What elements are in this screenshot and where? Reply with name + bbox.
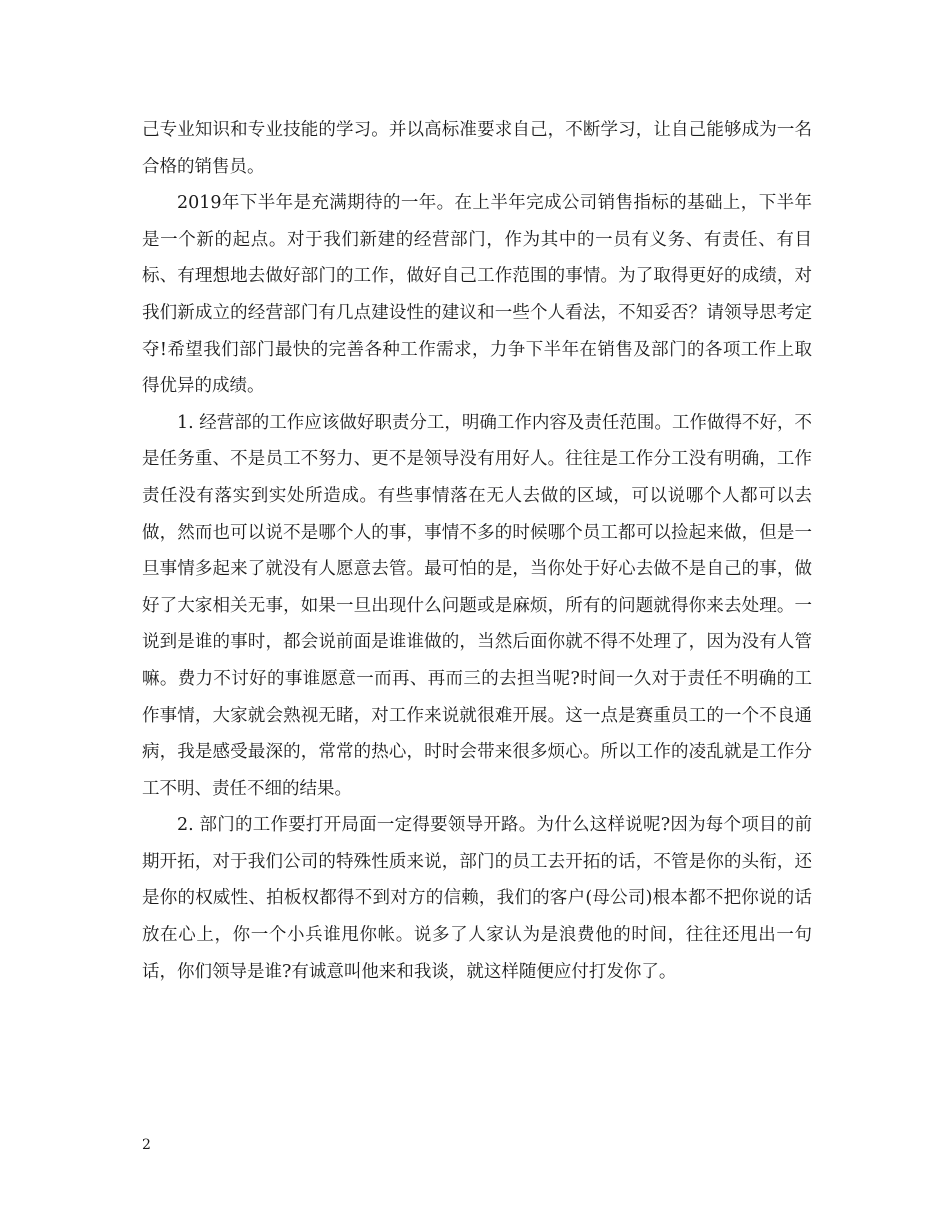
paragraph-continuation: 己专业知识和专业技能的学习。并以高标准要求自己，不断学习，让自己能够成为一名合格的销售员。 — [142, 120, 812, 177]
paragraph-point-1: 1. 经营部的工作应该做好职责分工，明确工作内容及责任范围。工作做得不好，不是任务重、不是员工不努力、更不是领导没有用好人。往往是工作分工没有明确，工作责任没有落实到实处所造成。有些事情落在无人去做的区域，可以说哪个人都可以去做，然而也可以说不是哪个人的事，事情不多的时候哪个员工都可以捡起来做，但是一旦事情多起来了就没有人愿意去管。最可怕的是，当你处于好心去做不是自己的事，做好了大家相关无事，如果一旦出现什么问题或是麻烦，所有的问题就得你来去处理。一说到是谁的事时，都会说前面是谁谁做的，当然后面你就不得不处理了，因为没有人管嘛。费力不讨好的事谁愿意一而再、再而三的去担当呢?时间一久对于责任不明确的工作事情，大家就会熟视无睹，对工作来说就很难开展。这一点是赛重员工的一个不良通病，我是感受最深的，常常的热心，时时会带来很多烦心。所以工作的凌乱就是工作分工不明、责任不细的结果。 — [142, 412, 812, 799]
page-number: 2 — [142, 1137, 151, 1153]
document-body — [142, 112, 812, 990]
paragraph-point-2: 2. 部门的工作要打开局面一定得要领导开路。为什么这样说呢?因为每个项目的前期开拓，对于我们公司的特殊性质来说，部门的员工去开拓的话，不管是你的头衔，还是你的权威性、拍板权都得不到对方的信赖，我们的客户(母公司)根本都不把你说的话放在心上，你一个小兵谁甩你帐。说多了人家认为是浪费他的时间，往往还甩出一句话，你们领导是谁?有诚意叫他来和我谈，就这样随便应付打发你了。 — [142, 815, 812, 982]
paragraph-second-half-outlook: 2019年下半年是充满期待的一年。在上半年完成公司销售指标的基础上，下半年是一个新的起点。对于我们新建的经营部门，作为其中的一员有义务、有责任、有目标、有理想地去做好部门的工作，做好自己工作范围的事情。为了取得更好的成绩，对我们新成立的经营部门有几点建设性的建议和一些个人看法，不知妥否？请领导思考定夺!希望我们部门最快的完善各种工作需求，力争下半年在销售及部门的各项工作上取得优异的成绩。 — [142, 193, 812, 397]
